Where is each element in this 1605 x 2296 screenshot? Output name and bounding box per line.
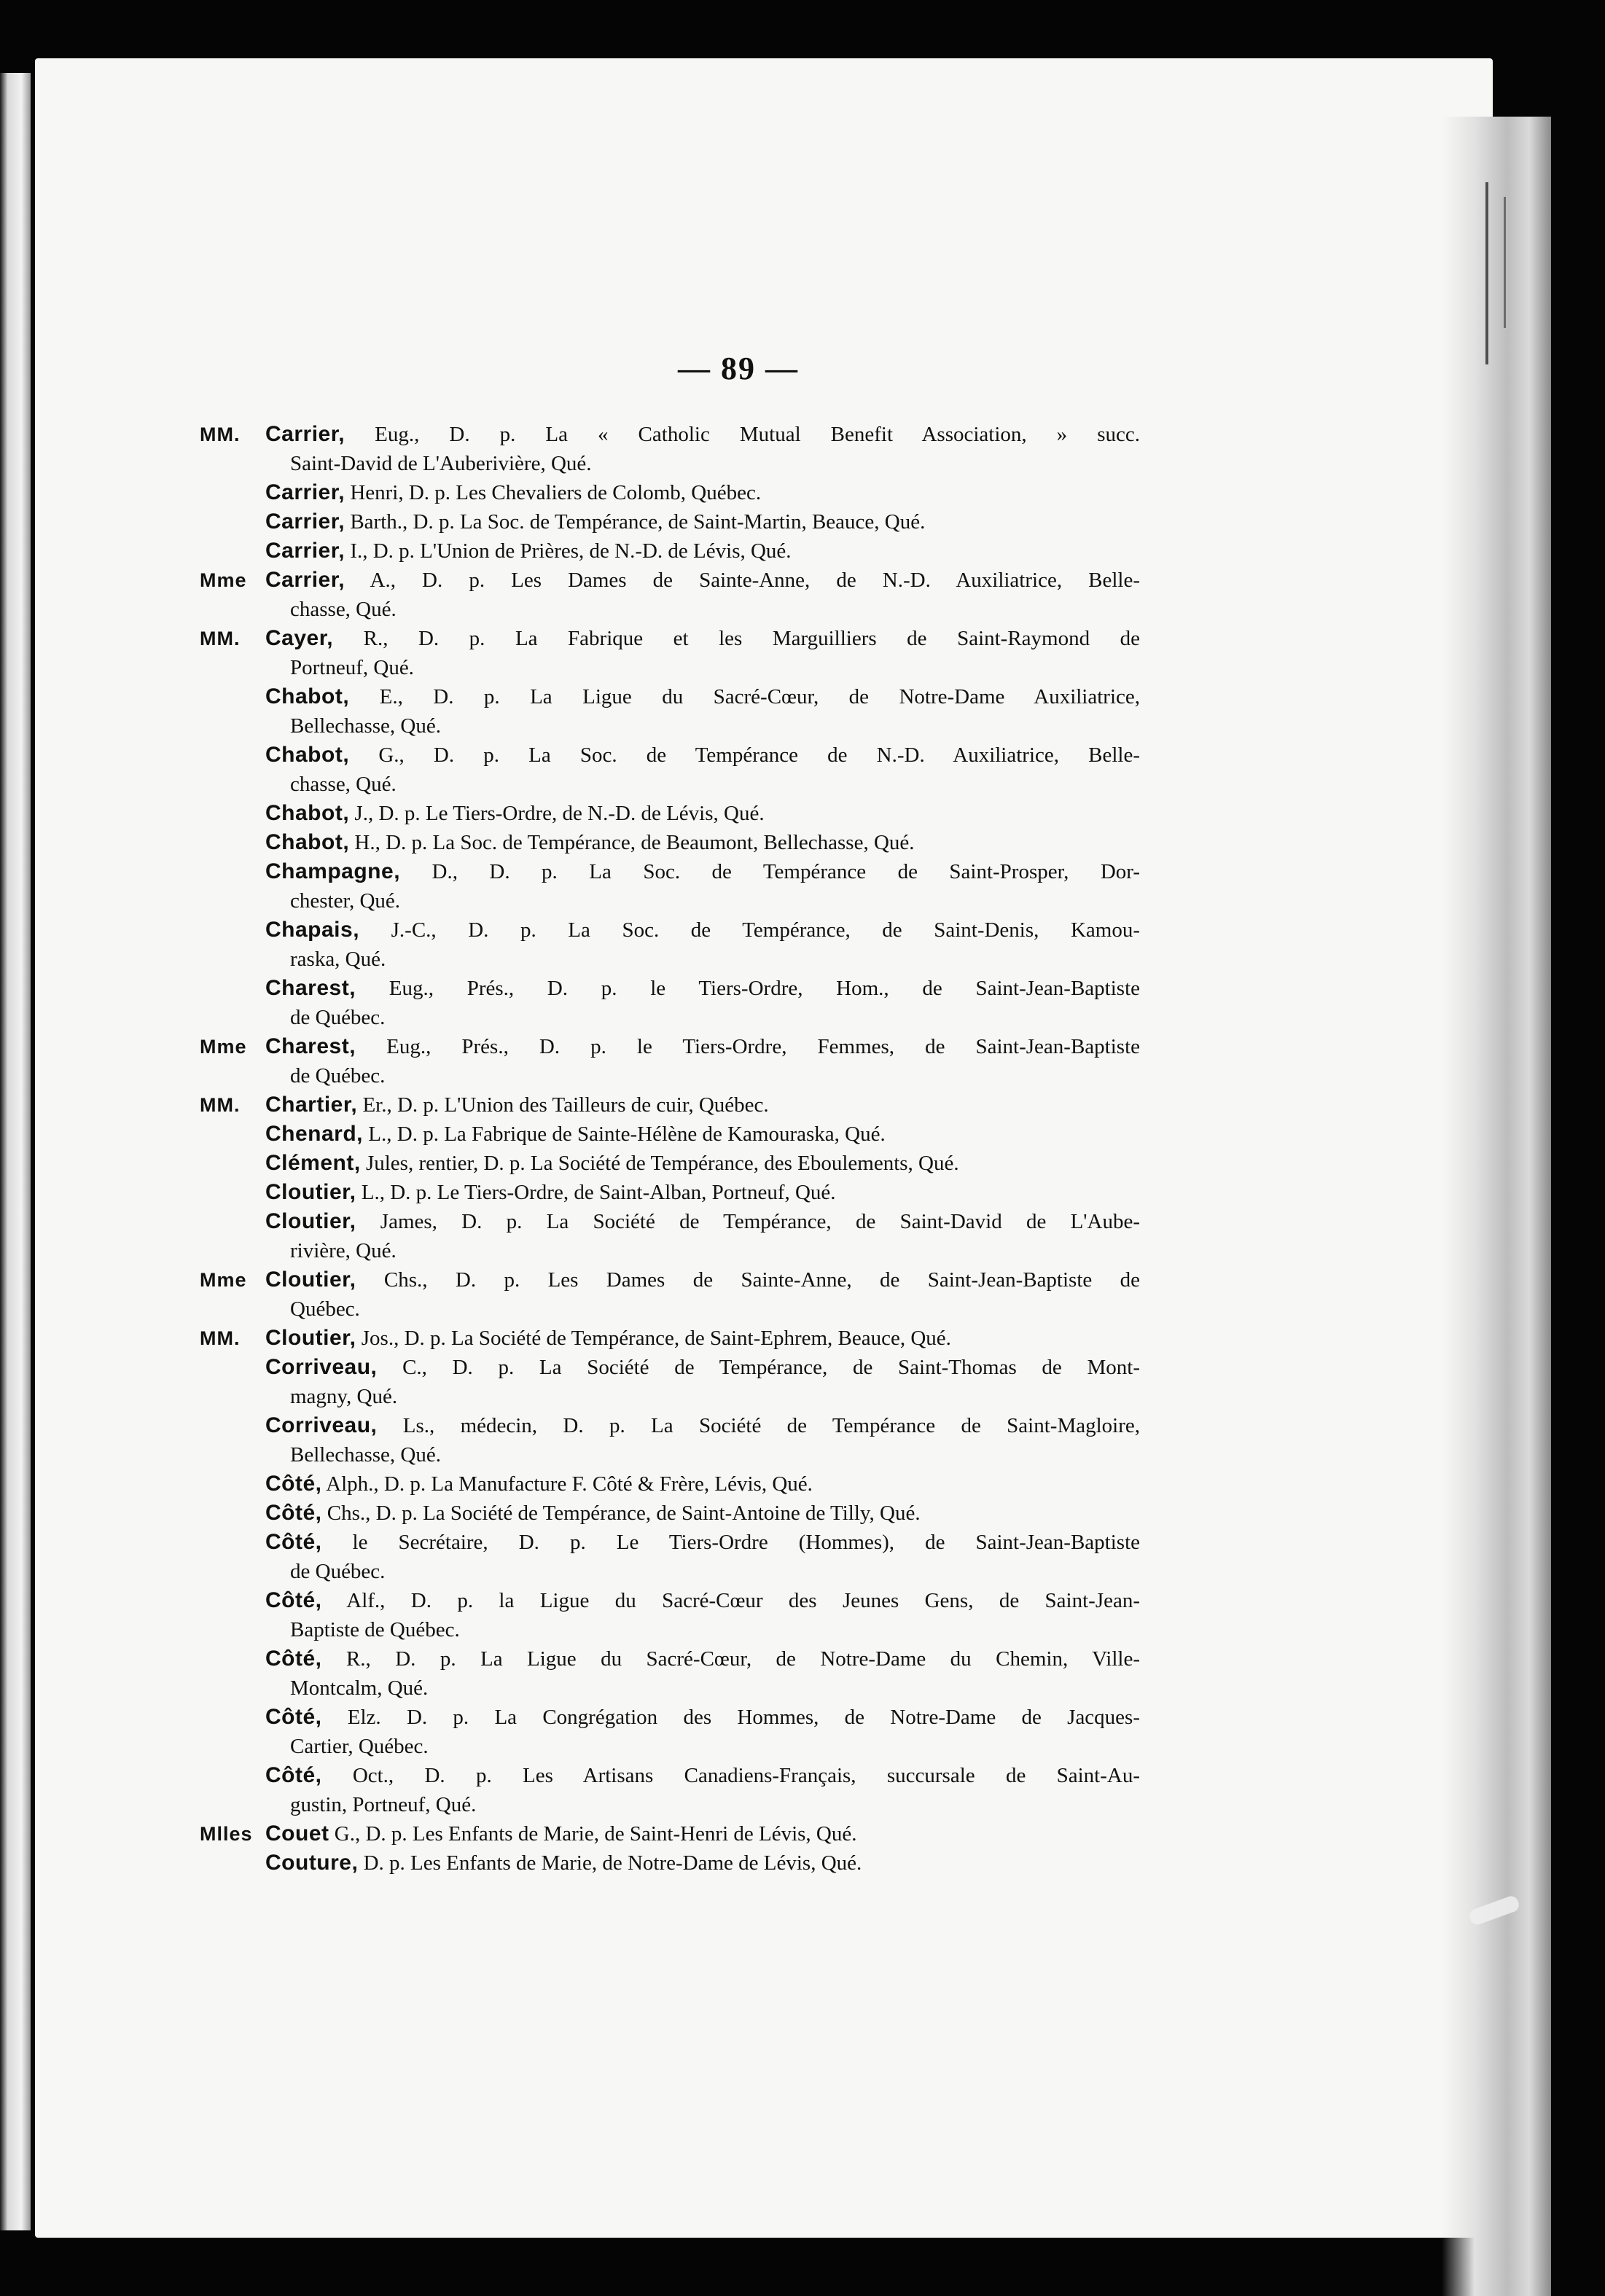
entry-surname: Chapais, (265, 918, 360, 942)
entry-continuation: chasse, Qué. (290, 773, 397, 796)
entry-text: le Secrétaire, D. p. Le Tiers-Ordre (Hommes), de Saint-Jean-Baptiste (352, 1531, 1140, 1554)
entry-first-line (265, 682, 1140, 711)
directory-entry (200, 974, 1140, 1032)
entry-first-line (265, 1090, 1140, 1120)
directory-entry (200, 507, 1140, 536)
entry-text: Oct., D. p. Les Artisans Canadiens-Français, succursale de Saint-Au- (352, 1764, 1140, 1787)
entry-surname: Côté, (265, 1472, 322, 1496)
page-number: — 89 — (678, 351, 799, 386)
entry-text: G., D. p. La Soc. de Tempérance de N.-D. Auxiliatrice, Belle- (378, 743, 1141, 767)
entry-text: L., D. p. Le Tiers-Ordre, de Saint-Alban, Portneuf, Qué. (361, 1181, 836, 1204)
entry-text: Eug., D. p. La « Catholic Mutual Benefit Association, » succ. (375, 423, 1140, 446)
entry-text: Ls., médecin, D. p. La Société de Tempérance de Saint-Magloire, (402, 1414, 1140, 1437)
entry-surname: Corriveau, (265, 1413, 378, 1437)
entry-first-line (265, 1469, 1140, 1499)
entry-first-line (265, 507, 1140, 536)
entry-text: J., D. p. Le Tiers-Ordre, de N.-D. de Lévis, Qué. (354, 802, 765, 825)
entry-surname: Cloutier, (265, 1268, 356, 1292)
entry-surname: Charest, (265, 1034, 356, 1058)
entry-first-line (265, 828, 1140, 857)
directory-entry (200, 1178, 1140, 1207)
entry-text: I., D. p. L'Union de Prières, de N.-D. de Lévis, Qué. (350, 539, 792, 563)
entry-first-line (265, 1761, 1140, 1790)
entry-first-line (265, 1032, 1140, 1061)
directory-entry (200, 1848, 1140, 1878)
entry-first-line (265, 1324, 1140, 1353)
entry-continuation: Cartier, Québec. (290, 1735, 429, 1758)
directory-entry (200, 1644, 1140, 1703)
entry-text: Barth., D. p. La Soc. de Tempérance, de Saint-Martin, Beauce, Qué. (350, 510, 926, 534)
directory-entry (200, 915, 1140, 974)
scanned-page (35, 58, 1493, 2238)
entry-text: H., D. p. La Soc. de Tempérance, de Beaumont, Bellechasse, Qué. (354, 831, 915, 854)
honorific-prefix: Mme (200, 1269, 247, 1291)
entry-continuation: de Québec. (290, 1006, 386, 1029)
honorific-prefix: MM. (200, 1327, 241, 1349)
entry-text: Chs., D. p. La Société de Tempérance, de Saint-Antoine de Tilly, Qué. (327, 1502, 921, 1525)
entry-text: Jules, rentier, D. p. La Société de Tempérance, des Eboulements, Qué. (365, 1152, 959, 1175)
entry-surname: Couet (265, 1821, 329, 1846)
honorific-prefix: MM. (200, 628, 241, 649)
entry-continuation: Baptiste de Québec. (290, 1618, 460, 1641)
entry-text: Eug., Prés., D. p. le Tiers-Ordre, Hom., de Saint-Jean-Baptiste (388, 977, 1140, 1000)
entry-text: Er., D. p. L'Union des Tailleurs de cuir, Québec. (362, 1093, 769, 1117)
directory-entry (200, 1032, 1140, 1090)
entry-surname: Carrier, (265, 422, 345, 446)
entry-surname: Charest, (265, 976, 356, 1000)
entry-first-line (265, 915, 1140, 945)
directory-entry (200, 682, 1140, 741)
entry-continuation: chasse, Qué. (290, 598, 397, 621)
entry-text: Elz. D. p. La Congrégation des Hommes, de Notre-Dame de Jacques- (347, 1706, 1140, 1729)
entry-surname: Champagne, (265, 859, 401, 883)
directory-entry (200, 478, 1140, 507)
entry-first-line (265, 624, 1140, 653)
directory-entry (200, 420, 1140, 478)
entry-first-line (265, 799, 1140, 828)
directory-entry (200, 799, 1140, 828)
entry-continuation: Montcalm, Qué. (290, 1676, 429, 1700)
entry-text: Eug., Prés., D. p. le Tiers-Ordre, Femmes, de Saint-Jean-Baptiste (386, 1035, 1140, 1058)
entry-surname: Cayer, (265, 626, 334, 650)
honorific-prefix: Mme (200, 1036, 247, 1058)
entry-surname: Chabot, (265, 830, 350, 854)
entry-first-line (265, 536, 1140, 566)
directory-entry (200, 1265, 1140, 1324)
entry-surname: Cloutier, (265, 1326, 356, 1350)
entry-surname: Cloutier, (265, 1209, 356, 1233)
entry-text: D. p. Les Enfants de Marie, de Notre-Dame de Lévis, Qué. (363, 1851, 862, 1875)
entry-text: G., D. p. Les Enfants de Marie, de Saint-Henri de Lévis, Qué. (334, 1822, 857, 1846)
entry-text: Chs., D. p. Les Dames de Sainte-Anne, de Saint-Jean-Baptiste de (383, 1268, 1141, 1292)
entry-surname: Chartier, (265, 1093, 358, 1117)
entry-text: R., D. p. La Ligue du Sacré-Cœur, de Notre-Dame du Chemin, Ville- (345, 1647, 1140, 1671)
entry-first-line (265, 420, 1140, 449)
entry-text: Henri, D. p. Les Chevaliers de Colomb, Québec. (350, 481, 762, 504)
entry-surname: Carrier, (265, 480, 345, 504)
entry-first-line (265, 1819, 1140, 1848)
entry-first-line (265, 1149, 1140, 1178)
entry-first-line (265, 478, 1140, 507)
entry-surname: Clément, (265, 1151, 361, 1175)
entry-surname: Couture, (265, 1851, 359, 1875)
entry-surname: Carrier, (265, 568, 345, 592)
scan-left-edge (0, 73, 31, 2230)
entry-text: Alph., D. p. La Manufacture F. Côté & Frère, Lévis, Qué. (326, 1472, 813, 1496)
entry-surname: Côté, (265, 1501, 322, 1525)
entry-continuation: Saint-David de L'Auberivière, Qué. (290, 452, 592, 475)
directory-entry (200, 536, 1140, 566)
entry-text: A., D. p. Les Dames de Sainte-Anne, de N.-D. Auxiliatrice, Belle- (370, 569, 1140, 592)
entry-surname: Chabot, (265, 801, 350, 825)
entry-first-line (265, 974, 1140, 1003)
entry-first-line (265, 1528, 1140, 1557)
directory-entry (200, 1120, 1140, 1149)
directory-entry (200, 857, 1140, 915)
entry-surname: Côté, (265, 1647, 322, 1671)
entry-text: C., D. p. La Société de Tempérance, de Saint-Thomas de Mont- (402, 1356, 1140, 1379)
directory-entry (200, 624, 1140, 682)
entry-surname: Côté, (265, 1530, 322, 1554)
entry-continuation: magny, Qué. (290, 1385, 398, 1408)
directory-entries (200, 420, 1140, 1878)
entry-first-line (265, 1586, 1140, 1615)
entry-first-line (265, 741, 1140, 770)
directory-entry (200, 1761, 1140, 1819)
directory-entry (200, 828, 1140, 857)
entry-surname: Chabot, (265, 684, 350, 708)
entry-first-line (265, 1499, 1140, 1528)
entry-surname: Cloutier, (265, 1180, 356, 1204)
directory-entry (200, 741, 1140, 799)
directory-entry (200, 1324, 1140, 1353)
entry-text: R., D. p. La Fabrique et les Marguilliers de Saint-Raymond de (363, 627, 1140, 650)
entry-continuation: gustin, Portneuf, Qué. (290, 1793, 477, 1816)
entry-surname: Côté, (265, 1588, 322, 1612)
entry-continuation: Bellechasse, Qué. (290, 1443, 441, 1467)
entry-continuation: de Québec. (290, 1560, 386, 1583)
directory-entry (200, 1207, 1140, 1265)
entry-continuation: chester, Qué. (290, 889, 401, 913)
entry-first-line (265, 1644, 1140, 1674)
entry-text: Alf., D. p. la Ligue du Sacré-Cœur des Jeunes Gens, de Saint-Jean- (346, 1589, 1140, 1612)
entry-continuation: raska, Qué. (290, 948, 386, 971)
directory-entry (200, 1469, 1140, 1499)
entry-surname: Carrier, (265, 509, 345, 534)
entry-first-line (265, 1207, 1140, 1236)
entry-first-line (265, 1178, 1140, 1207)
entry-first-line (265, 1353, 1140, 1382)
entry-continuation: Québec. (290, 1297, 360, 1321)
entry-continuation: Portneuf, Qué. (290, 656, 414, 679)
honorific-prefix: MM. (200, 423, 241, 445)
directory-entry (200, 566, 1140, 624)
entry-surname: Chabot, (265, 743, 350, 767)
entry-text: Jos., D. p. La Société de Tempérance, de Saint-Ephrem, Beauce, Qué. (361, 1327, 951, 1350)
entry-surname: Côté, (265, 1705, 322, 1729)
entry-continuation: de Québec. (290, 1064, 386, 1088)
entry-surname: Côté, (265, 1763, 322, 1787)
directory-entry (200, 1499, 1140, 1528)
entry-text: James, D. p. La Société de Tempérance, de Saint-David de L'Aube- (380, 1210, 1141, 1233)
directory-entry (200, 1819, 1140, 1848)
directory-entry (200, 1411, 1140, 1469)
entry-text: D., D. p. La Soc. de Tempérance de Saint-Prosper, Dor- (431, 860, 1141, 883)
entry-first-line (265, 1120, 1140, 1149)
directory-entry (200, 1703, 1140, 1761)
entry-surname: Chenard, (265, 1122, 364, 1146)
entry-text: E., D. p. La Ligue du Sacré-Cœur, de Notre-Dame Auxiliatrice, (379, 685, 1141, 708)
entry-first-line (265, 566, 1140, 595)
entry-first-line (265, 1848, 1140, 1878)
directory-entry (200, 1090, 1140, 1120)
entry-continuation: rivière, Qué. (290, 1239, 397, 1262)
directory-entry (200, 1149, 1140, 1178)
page-right-shadow (1442, 117, 1551, 2296)
honorific-prefix: MM. (200, 1094, 241, 1116)
entry-first-line (265, 1703, 1140, 1732)
directory-entry (200, 1586, 1140, 1644)
honorific-prefix: Mlles (200, 1823, 253, 1845)
entry-surname: Corriveau, (265, 1355, 378, 1379)
entry-continuation: Bellechasse, Qué. (290, 714, 441, 738)
entry-text: L., D. p. La Fabrique de Sainte-Hélène de Kamouraska, Qué. (368, 1122, 886, 1146)
entry-first-line (265, 857, 1140, 886)
entry-first-line (265, 1411, 1140, 1440)
honorific-prefix: Mme (200, 569, 247, 591)
entry-text: J.-C., D. p. La Soc. de Tempérance, de Saint-Denis, Kamou- (391, 918, 1140, 942)
directory-entry (200, 1353, 1140, 1411)
directory-entry (200, 1528, 1140, 1586)
entry-first-line (265, 1265, 1140, 1295)
entry-surname: Carrier, (265, 539, 345, 563)
